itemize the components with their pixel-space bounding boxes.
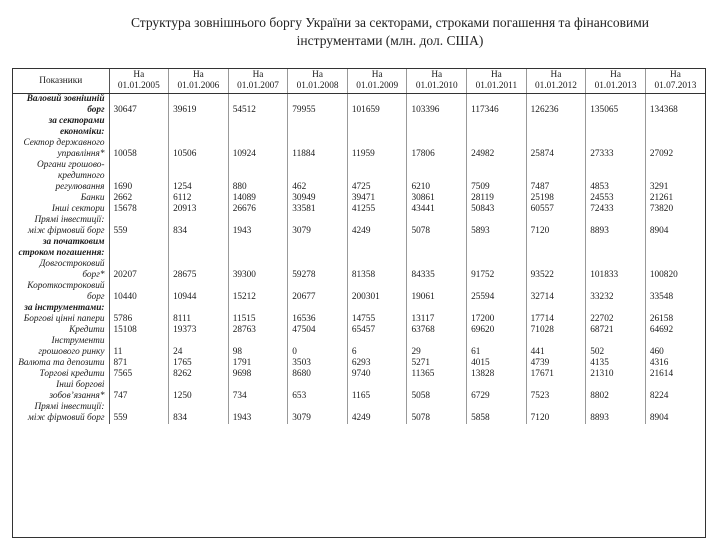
table-cell: 54512 — [228, 94, 288, 117]
table-cell: 4853 — [586, 160, 646, 193]
table-cell: 27092 — [649, 149, 674, 159]
table-row — [13, 204, 705, 215]
table-cell: 6210 — [407, 160, 467, 193]
table-cell: 7120 — [526, 215, 586, 237]
table-cell: 81358 — [347, 259, 407, 281]
column-header-date: 01.01.2005 — [117, 81, 160, 91]
table-cell: 101659 — [347, 94, 407, 117]
table-cell: 20913 — [169, 204, 229, 215]
row-label: Боргові цінні папери — [13, 314, 109, 325]
table-cell: 834 — [169, 402, 229, 424]
table-cell — [347, 303, 407, 314]
column-header — [347, 69, 407, 94]
table-cell: 30949 — [288, 193, 348, 204]
table-cell: 61 — [467, 336, 527, 358]
table-cell: 33548 — [649, 292, 674, 302]
table-row — [13, 303, 705, 314]
table-cell: 100820 — [649, 270, 678, 280]
table-row — [13, 138, 705, 160]
table-cell: 39471 — [347, 193, 407, 204]
table-cell: 734 — [228, 380, 288, 402]
table-cell: 117346 — [467, 94, 527, 117]
table-cell: 502 — [586, 336, 646, 358]
table-cell: 1791 — [228, 358, 288, 369]
table-cell: 59278 — [288, 259, 348, 281]
table-cell — [228, 116, 288, 138]
column-header-prefix: На — [670, 70, 681, 80]
column-header-date: 01.07.2013 — [654, 81, 697, 91]
table-row — [13, 358, 705, 369]
table-cell: 21310 — [586, 369, 646, 380]
table-cell: 8893 — [586, 402, 646, 424]
table-cell: 14089 — [228, 193, 288, 204]
table-cell: 126236 — [526, 94, 586, 117]
table-cell: 43441 — [407, 204, 467, 215]
table-cell: 8262 — [169, 369, 229, 380]
table-cell: 20207 — [109, 259, 169, 281]
table-cell: 7509 — [467, 160, 527, 193]
table-cell — [467, 116, 527, 138]
table-cell: 4249 — [347, 215, 407, 237]
table-cell: 1943 — [228, 215, 288, 237]
table-cell: 25874 — [526, 138, 586, 160]
table-cell: 5271 — [407, 358, 467, 369]
column-header-prefix: На — [431, 70, 443, 80]
table-cell: 17200 — [467, 314, 527, 325]
table-cell: 6293 — [347, 358, 407, 369]
column-header-prefix: На — [371, 70, 383, 80]
table-cell: 28119 — [467, 193, 527, 204]
row-label: Короткостроковий борг — [13, 281, 109, 303]
table-cell — [526, 237, 586, 259]
table-cell — [109, 303, 169, 314]
table-cell: 28675 — [169, 259, 229, 281]
row-label: Інші боргові зобов’язання* — [13, 380, 109, 402]
column-header — [526, 69, 586, 94]
table-cell: 21614 — [649, 369, 674, 379]
table-cell: 747 — [109, 380, 169, 402]
table-cell: 3291 — [649, 182, 669, 192]
table-cell: 30861 — [407, 193, 467, 204]
table-row — [13, 237, 705, 259]
table-cell — [586, 116, 646, 138]
table-cell: 6112 — [169, 193, 229, 204]
row-label: Прямі інвестиції: між фірмовий борг — [13, 402, 109, 424]
row-label: Довгостроковий борг* — [13, 259, 109, 281]
table-cell: 3503 — [288, 358, 348, 369]
column-header-prefix: На — [312, 70, 323, 80]
table-cell: 17806 — [407, 138, 467, 160]
table-cell: 4249 — [347, 402, 407, 424]
table-cell — [109, 116, 169, 138]
table-cell: 101833 — [586, 259, 646, 281]
column-header-date: 01.01.2013 — [594, 81, 637, 91]
column-header — [407, 69, 467, 94]
title-line-1: Структура зовнішнього боргу України за секторами, строками погашення та фінансовими — [130, 15, 650, 30]
table-cell: 91752 — [467, 259, 527, 281]
table-cell — [169, 303, 229, 314]
table-cell — [467, 237, 527, 259]
column-header — [467, 69, 527, 94]
table-cell: 19373 — [169, 325, 229, 336]
table-cell: 10058 — [109, 138, 169, 160]
row-label: за інструментами: — [13, 303, 109, 314]
table-cell: 8224 — [649, 391, 669, 401]
table-cell: 93522 — [526, 259, 586, 281]
table-cell: 25594 — [467, 281, 527, 303]
table-cell: 1165 — [347, 380, 407, 402]
table-cell — [288, 303, 348, 314]
table-cell: 33581 — [288, 204, 348, 215]
table-cell: 63768 — [407, 325, 467, 336]
column-header — [645, 69, 705, 94]
column-header-prefix: На — [550, 70, 562, 80]
table-row — [13, 369, 705, 380]
table-cell: 6 — [347, 336, 407, 358]
table-cell: 39300 — [228, 259, 288, 281]
table-cell: 9740 — [347, 369, 407, 380]
table-cell: 7565 — [109, 369, 169, 380]
row-label: Інструменти грошового ринку — [13, 336, 109, 358]
table-cell: 4135 — [586, 358, 646, 369]
table-cell: 26158 — [649, 314, 674, 324]
column-header — [586, 69, 646, 94]
table-cell: 33232 — [586, 281, 646, 303]
table-row — [13, 215, 705, 237]
row-label: Прямі інвестиції: між фірмовий борг — [13, 215, 109, 237]
table-cell: 22702 — [586, 314, 646, 325]
table-cell: 871 — [109, 358, 169, 369]
row-label: Інші сектори — [13, 204, 109, 215]
column-header-date: 01.01.2011 — [475, 81, 518, 91]
table-cell: 4739 — [526, 358, 586, 369]
table-row — [13, 380, 705, 402]
table-cell: 20677 — [288, 281, 348, 303]
table-cell: 10440 — [109, 281, 169, 303]
table-row — [13, 94, 705, 117]
table-cell: 73820 — [649, 204, 674, 214]
table-cell: 1250 — [169, 380, 229, 402]
table-cell — [586, 237, 646, 259]
table-cell: 68721 — [586, 325, 646, 336]
table-row — [13, 160, 705, 193]
table-cell: 10944 — [169, 281, 229, 303]
table-cell: 7120 — [526, 402, 586, 424]
table-cell: 24982 — [467, 138, 527, 160]
table-cell: 29 — [407, 336, 467, 358]
table-cell — [169, 237, 229, 259]
table-cell: 1943 — [228, 402, 288, 424]
table-body — [13, 94, 705, 425]
table-cell — [526, 116, 586, 138]
row-label: Органи грошово-кредитного регулювання — [13, 160, 109, 193]
table-cell: 135065 — [586, 94, 646, 117]
table-cell: 8904 — [649, 226, 669, 236]
table-cell: 103396 — [407, 94, 467, 117]
table-cell: 6729 — [467, 380, 527, 402]
table-cell: 5893 — [467, 215, 527, 237]
table-cell: 17671 — [526, 369, 586, 380]
table-cell: 15678 — [109, 204, 169, 215]
column-header-prefix: На — [252, 70, 264, 80]
table-cell: 64692 — [649, 325, 674, 335]
row-label: Кредити — [13, 325, 109, 336]
column-header-date: 01.01.2009 — [356, 81, 399, 91]
row-label: Валовий зовнішній борг — [13, 94, 109, 117]
table-cell: 8111 — [169, 314, 229, 325]
table-cell: 5058 — [407, 380, 467, 402]
table-cell: 21261 — [649, 193, 674, 203]
table-cell: 8802 — [586, 380, 646, 402]
table-cell: 17714 — [526, 314, 586, 325]
table-row — [13, 325, 705, 336]
table-cell — [169, 116, 229, 138]
column-header — [228, 69, 288, 94]
table-cell: 11884 — [288, 138, 348, 160]
table-cell: 7523 — [526, 380, 586, 402]
table-cell: 84335 — [407, 259, 467, 281]
column-header-date: 01.01.2006 — [177, 81, 220, 91]
table-cell: 5786 — [109, 314, 169, 325]
table-cell — [586, 303, 646, 314]
table-cell: 4725 — [347, 160, 407, 193]
table-row — [13, 281, 705, 303]
column-header — [109, 69, 169, 94]
table-cell — [467, 303, 527, 314]
table-cell: 11515 — [228, 314, 288, 325]
table-cell: 8680 — [288, 369, 348, 380]
column-header — [288, 69, 348, 94]
row-label: Банки — [13, 193, 109, 204]
table-cell — [407, 116, 467, 138]
table-cell — [288, 237, 348, 259]
debt-table-container — [12, 68, 706, 538]
column-header-prefix: На — [133, 70, 145, 80]
header-row — [13, 69, 705, 94]
table-cell: 26676 — [228, 204, 288, 215]
table-cell: 3079 — [288, 215, 348, 237]
column-header-prefix: На — [610, 70, 621, 80]
table-cell: 5858 — [467, 402, 527, 424]
table-cell: 13828 — [467, 369, 527, 380]
table-cell: 41255 — [347, 204, 407, 215]
table-cell: 14755 — [347, 314, 407, 325]
table-cell — [407, 303, 467, 314]
table-cell: 69620 — [467, 325, 527, 336]
table-cell: 0 — [288, 336, 348, 358]
table-cell: 10924 — [228, 138, 288, 160]
table-cell: 39619 — [169, 94, 229, 117]
table-cell: 13117 — [407, 314, 467, 325]
table-cell: 462 — [288, 160, 348, 193]
table-cell: 200301 — [347, 281, 407, 303]
table-cell: 28763 — [228, 325, 288, 336]
table-cell — [347, 237, 407, 259]
table-cell: 880 — [228, 160, 288, 193]
table-cell: 1690 — [109, 160, 169, 193]
column-header-date: 01.01.2012 — [535, 81, 577, 91]
table-row — [13, 193, 705, 204]
table-row — [13, 314, 705, 325]
table-cell — [645, 303, 705, 314]
table-cell: 559 — [109, 215, 169, 237]
table-cell: 79955 — [288, 94, 348, 117]
table-cell: 5078 — [407, 402, 467, 424]
table-cell: 60557 — [526, 204, 586, 215]
table-cell: 9698 — [228, 369, 288, 380]
table-row — [13, 402, 705, 424]
table-cell: 19061 — [407, 281, 467, 303]
table-row — [13, 336, 705, 358]
column-header — [169, 69, 229, 94]
table-cell: 11959 — [347, 138, 407, 160]
table-cell: 98 — [228, 336, 288, 358]
table-cell: 11365 — [407, 369, 467, 380]
column-header-date: 01.01.2007 — [237, 81, 279, 91]
row-label: за початковим строком погашення: — [13, 237, 109, 259]
column-header-prefix: На — [192, 70, 204, 80]
table-cell — [645, 116, 705, 138]
row-label: Торгові кредити — [13, 369, 109, 380]
table-cell: 7487 — [526, 160, 586, 193]
debt-structure-table — [13, 69, 705, 424]
title-line-2: інструментами (млн. дол. США) — [296, 33, 484, 48]
table-cell: 71028 — [526, 325, 586, 336]
table-cell: 559 — [109, 402, 169, 424]
table-cell — [109, 237, 169, 259]
row-label: Сектор державного управління* — [13, 138, 109, 160]
table-cell: 460 — [649, 347, 664, 357]
column-header-prefix: На — [490, 70, 502, 80]
table-row — [13, 259, 705, 281]
table-cell: 47504 — [288, 325, 348, 336]
table-cell: 2662 — [109, 193, 169, 204]
table-cell: 834 — [169, 215, 229, 237]
table-cell — [288, 116, 348, 138]
page-title — [110, 14, 670, 50]
header-label: Показники — [13, 69, 109, 94]
table-cell: 5078 — [407, 215, 467, 237]
table-cell: 1254 — [169, 160, 229, 193]
table-cell: 8893 — [586, 215, 646, 237]
table-cell: 32714 — [526, 281, 586, 303]
table-cell: 11 — [109, 336, 169, 358]
table-cell: 134368 — [649, 105, 678, 115]
table-cell — [228, 303, 288, 314]
table-cell: 8904 — [649, 413, 669, 423]
table-cell: 72433 — [586, 204, 646, 215]
table-cell: 1765 — [169, 358, 229, 369]
table-cell: 30647 — [109, 94, 169, 117]
table-cell: 25198 — [526, 193, 586, 204]
table-cell — [407, 237, 467, 259]
table-cell: 3079 — [288, 402, 348, 424]
table-cell: 15212 — [228, 281, 288, 303]
table-cell: 65457 — [347, 325, 407, 336]
table-cell: 4015 — [467, 358, 527, 369]
table-cell: 441 — [526, 336, 586, 358]
table-cell — [347, 116, 407, 138]
table-cell: 27333 — [586, 138, 646, 160]
column-header-date: 01.01.2008 — [296, 81, 339, 91]
table-cell: 50843 — [467, 204, 527, 215]
table-cell: 4316 — [649, 358, 669, 368]
table-cell: 24 — [169, 336, 229, 358]
table-cell: 16536 — [288, 314, 348, 325]
table-cell: 24553 — [586, 193, 646, 204]
table-cell — [526, 303, 586, 314]
table-cell: 653 — [288, 380, 348, 402]
table-cell: 15108 — [109, 325, 169, 336]
table-row — [13, 116, 705, 138]
table-cell — [228, 237, 288, 259]
row-label: Валюта та депозити — [13, 358, 109, 369]
row-label: за секторами економіки: — [13, 116, 109, 138]
table-cell: 10506 — [169, 138, 229, 160]
table-cell — [645, 237, 705, 259]
column-header-date: 01.01.2010 — [415, 81, 458, 91]
